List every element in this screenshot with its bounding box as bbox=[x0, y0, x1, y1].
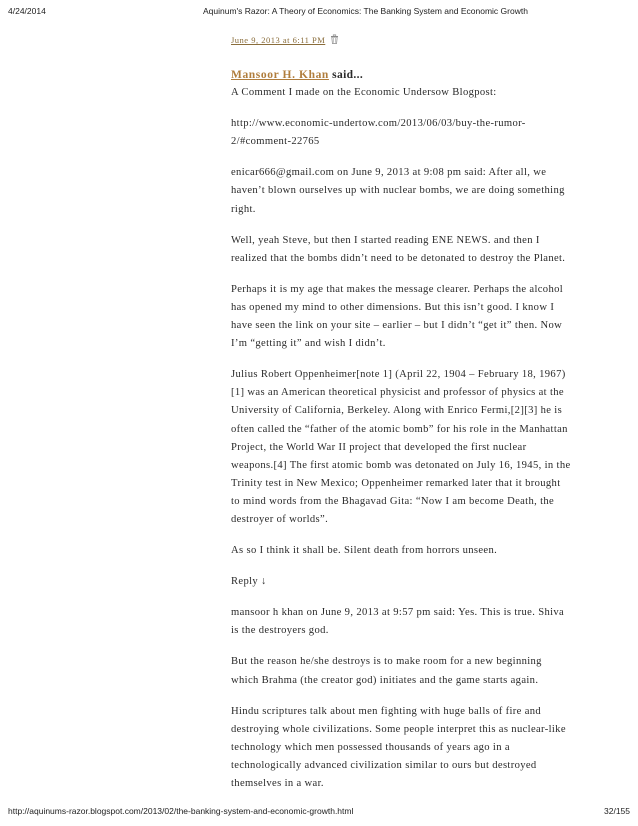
comment-paragraph-ene-news: Well, yeah Steve, but then I started reading ENE NEWS. and then I realized that the bombs didn’t need to be detonated to destroy the Planet. bbox=[231, 234, 566, 264]
comment-paragraph-intro: A Comment I made on the Economic Undersow Blogpost: bbox=[231, 87, 497, 99]
print-date: 4/24/2014 bbox=[8, 6, 46, 16]
comment-paragraph-age: Perhaps it is my age that makes the message clearer. Perhaps the alcohol has opened my mind to other dimensions. But this isn’t good. I know I have seen the link on your site – earlier – but I didn’t “get it” then. Now I’m “getting it” and wish I didn’t. bbox=[231, 283, 564, 350]
comment-paragraph-shiva: mansoor h khan on June 9, 2013 at 9:57 pm said: Yes. This is true. Shiva is the destroyers god. bbox=[231, 607, 565, 637]
comment-paragraph-brahma: But the reason he/she destroys is to make room for a new beginning which Brahma (the creator god) initiates and the game starts again. bbox=[231, 656, 542, 686]
comment-paragraph-url: http://www.economic-undertow.com/2013/06/03/buy-the-rumor-2/#comment-22765 bbox=[231, 118, 526, 148]
comment-paragraph-silent-death: As so I think it shall be. Silent death from horrors unseen. bbox=[231, 545, 498, 557]
comment-author-line bbox=[231, 66, 571, 84]
said-label: said... bbox=[332, 69, 364, 82]
comment-block bbox=[231, 32, 571, 806]
print-url: http://aquinums-razor.blogspot.com/2013/02/the-banking-system-and-economic-growth.html bbox=[8, 806, 354, 816]
reply-link[interactable]: Reply ↓ bbox=[231, 576, 267, 588]
comment-paragraph-quote: enicar666@gmail.com on June 9, 2013 at 9:08 pm said: After all, we haven’t blown ourselves up with nuclear bombs, we are doing something right. bbox=[231, 167, 565, 215]
print-footer bbox=[8, 806, 630, 820]
page-number: 32/155 bbox=[604, 806, 630, 816]
trash-icon[interactable] bbox=[330, 34, 339, 44]
print-title: Aquinum's Razor: A Theory of Economics: The Banking System and Economic Growth bbox=[203, 6, 528, 16]
comment-paragraph-hindu: Hindu scriptures talk about men fighting with huge balls of fire and destroying whole civilizations. Some people interpret this as nuclear-like technology which men possessed thousands of years ago in a technologically advanced civilization similar to ours but destroyed themselves in a war. bbox=[231, 705, 566, 789]
comment-timestamp-link[interactable]: June 9, 2013 at 6:11 PM bbox=[231, 35, 326, 45]
comment-paragraph-oppenheimer: Julius Robert Oppenheimer[note 1] (April 22, 1904 – February 18, 1967)[1] was an American theoretical physicist and professor of physics at the University of California, Berkeley. Along with Enrico Fermi,[2][3] he is often called the “father of the atomic bomb” for his role in the Manhattan Project, the World War II project that developed the first nuclear weapons.[4] The first atomic bomb was detonated on July 16, 1945, in the Trinity test in New Mexico; Oppenheimer remarked later that it brought to mind words from the Bhagavad Gita: “Now I am become Death, the destroyer of worlds”. bbox=[231, 369, 571, 525]
print-header bbox=[8, 6, 630, 20]
comment-meta bbox=[231, 32, 571, 50]
comment-author-link[interactable]: Mansoor H. Khan bbox=[231, 69, 329, 82]
